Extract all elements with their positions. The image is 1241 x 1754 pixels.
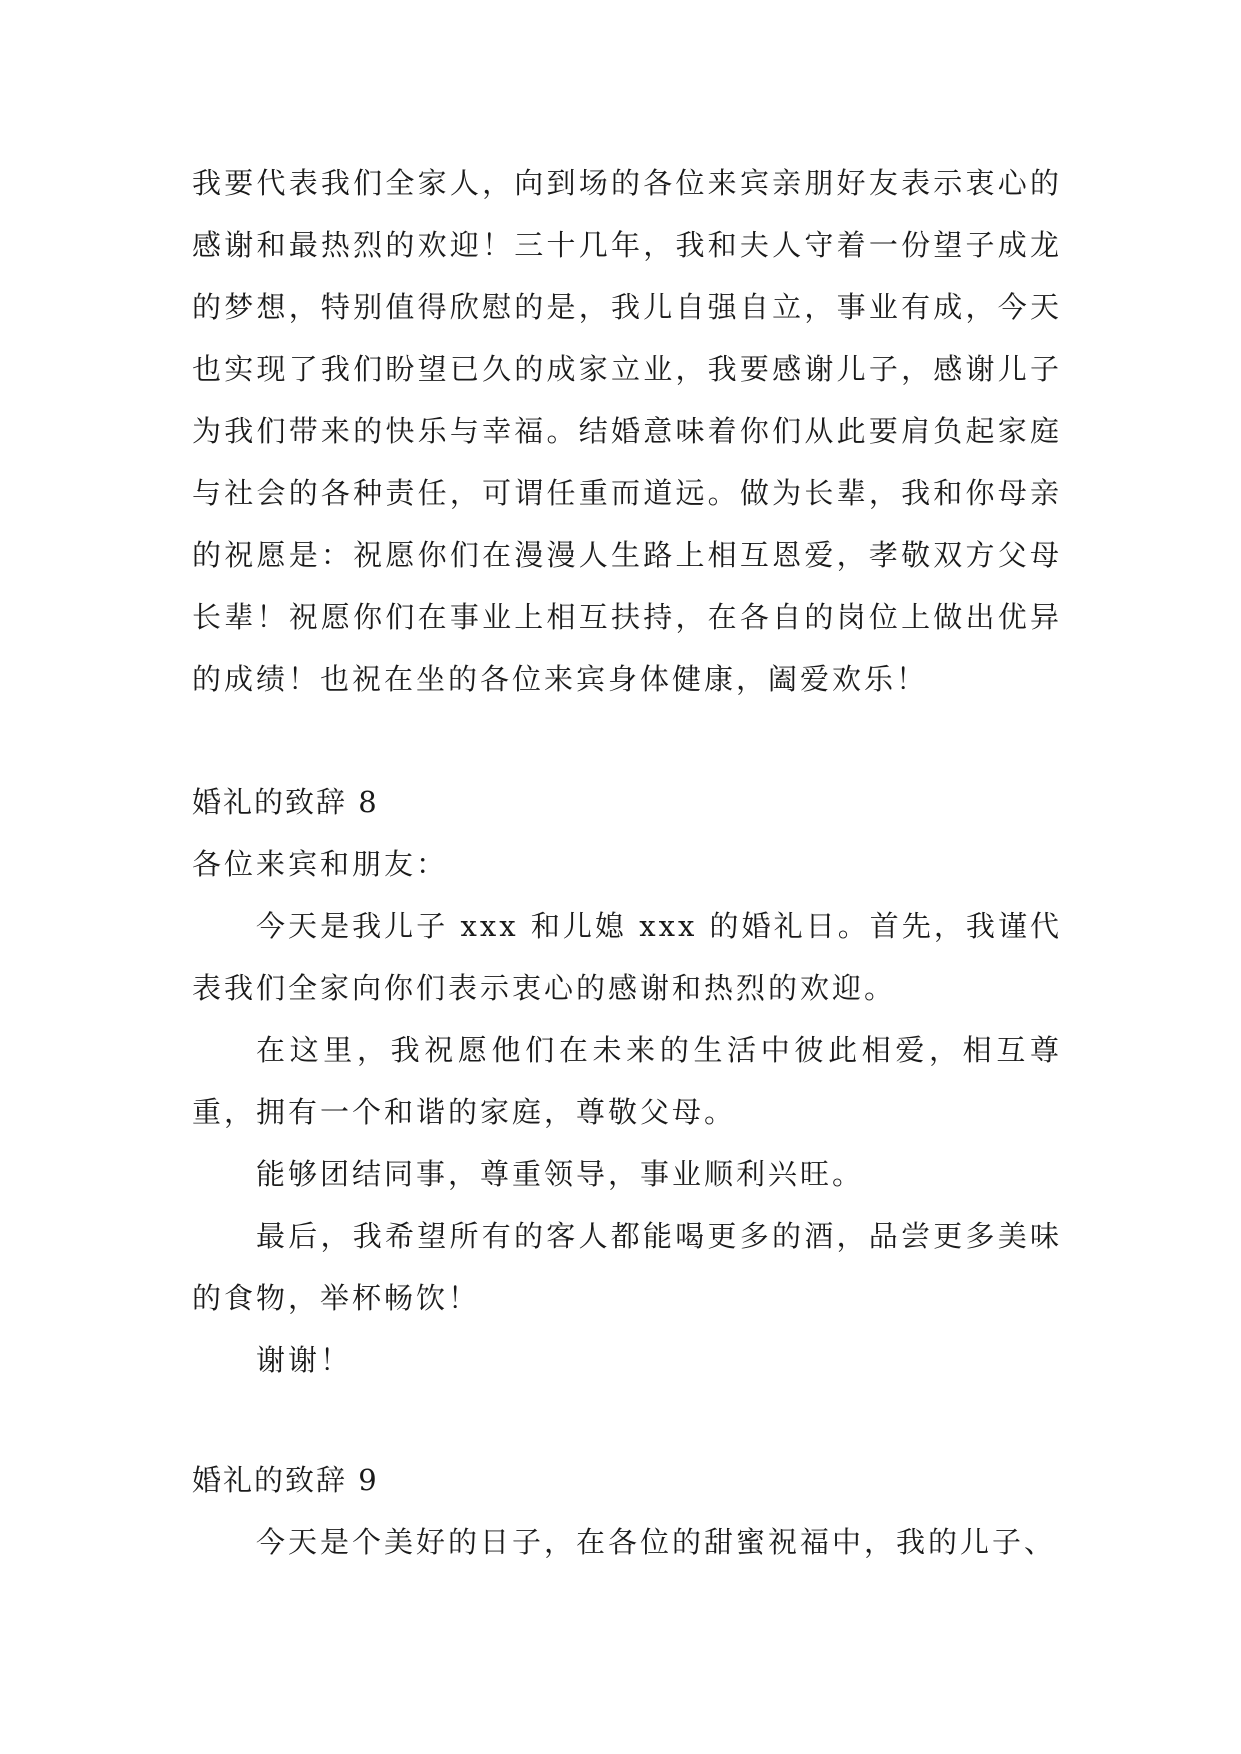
section-9-title: 婚礼的致辞 9 xyxy=(192,1463,379,1497)
section-spacer xyxy=(192,1391,1062,1449)
section-spacer xyxy=(192,710,1062,771)
section-8-paragraph-5: 谢谢！ xyxy=(256,1343,353,1377)
section-8-paragraph-2: 在这里，我祝愿他们在未来的生活中彼此相爱，相互尊重，拥有一个和谐的家庭，尊敬父母。 xyxy=(192,1033,1062,1129)
section-8-title: 婚礼的致辞 8 xyxy=(192,785,379,819)
section-8-paragraph-3: 能够团结同事，尊重领导，事业顺利兴旺。 xyxy=(256,1157,865,1191)
section-8-paragraph-4: 最后，我希望所有的客人都能喝更多的酒，品尝更多美味的食物，举杯畅饮！ xyxy=(192,1219,1062,1315)
continuation-paragraph: 我要代表我们全家人，向到场的各位来宾亲朋好友表示衷心的感谢和最热烈的欢迎！三十几年，我和夫人守着一份望子成龙的梦想，特别值得欣慰的是，我儿自强自立，事业有成，今天也实现了我们盼望已久的成家立业，我要感谢儿子，感谢儿子为我们带来的快乐与幸福。结婚意味着你们从此要肩负起家庭与社会的各种责任，可谓任重而道远。做为长辈，我和你母亲的祝愿是：祝愿你们在漫漫人生路上相互恩爱，孝敬双方父母长辈！祝愿你们在事业上相互扶持，在各自的岗位上做出优异的成绩！也祝在坐的各位来宾身体健康，阖爱欢乐！ xyxy=(192,166,1062,696)
document-body xyxy=(192,152,1062,1573)
section-8-paragraph-1: 今天是我儿子 xxx 和儿媳 xxx 的婚礼日。首先，我谨代表我们全家向你们表示衷心的感谢和热烈的欢迎。 xyxy=(192,909,1062,1005)
section-9-paragraph-1: 今天是个美好的日子，在各位的甜蜜祝福中，我的儿子、 xyxy=(256,1525,1057,1559)
section-8-salutation: 各位来宾和朋友： xyxy=(192,847,449,881)
